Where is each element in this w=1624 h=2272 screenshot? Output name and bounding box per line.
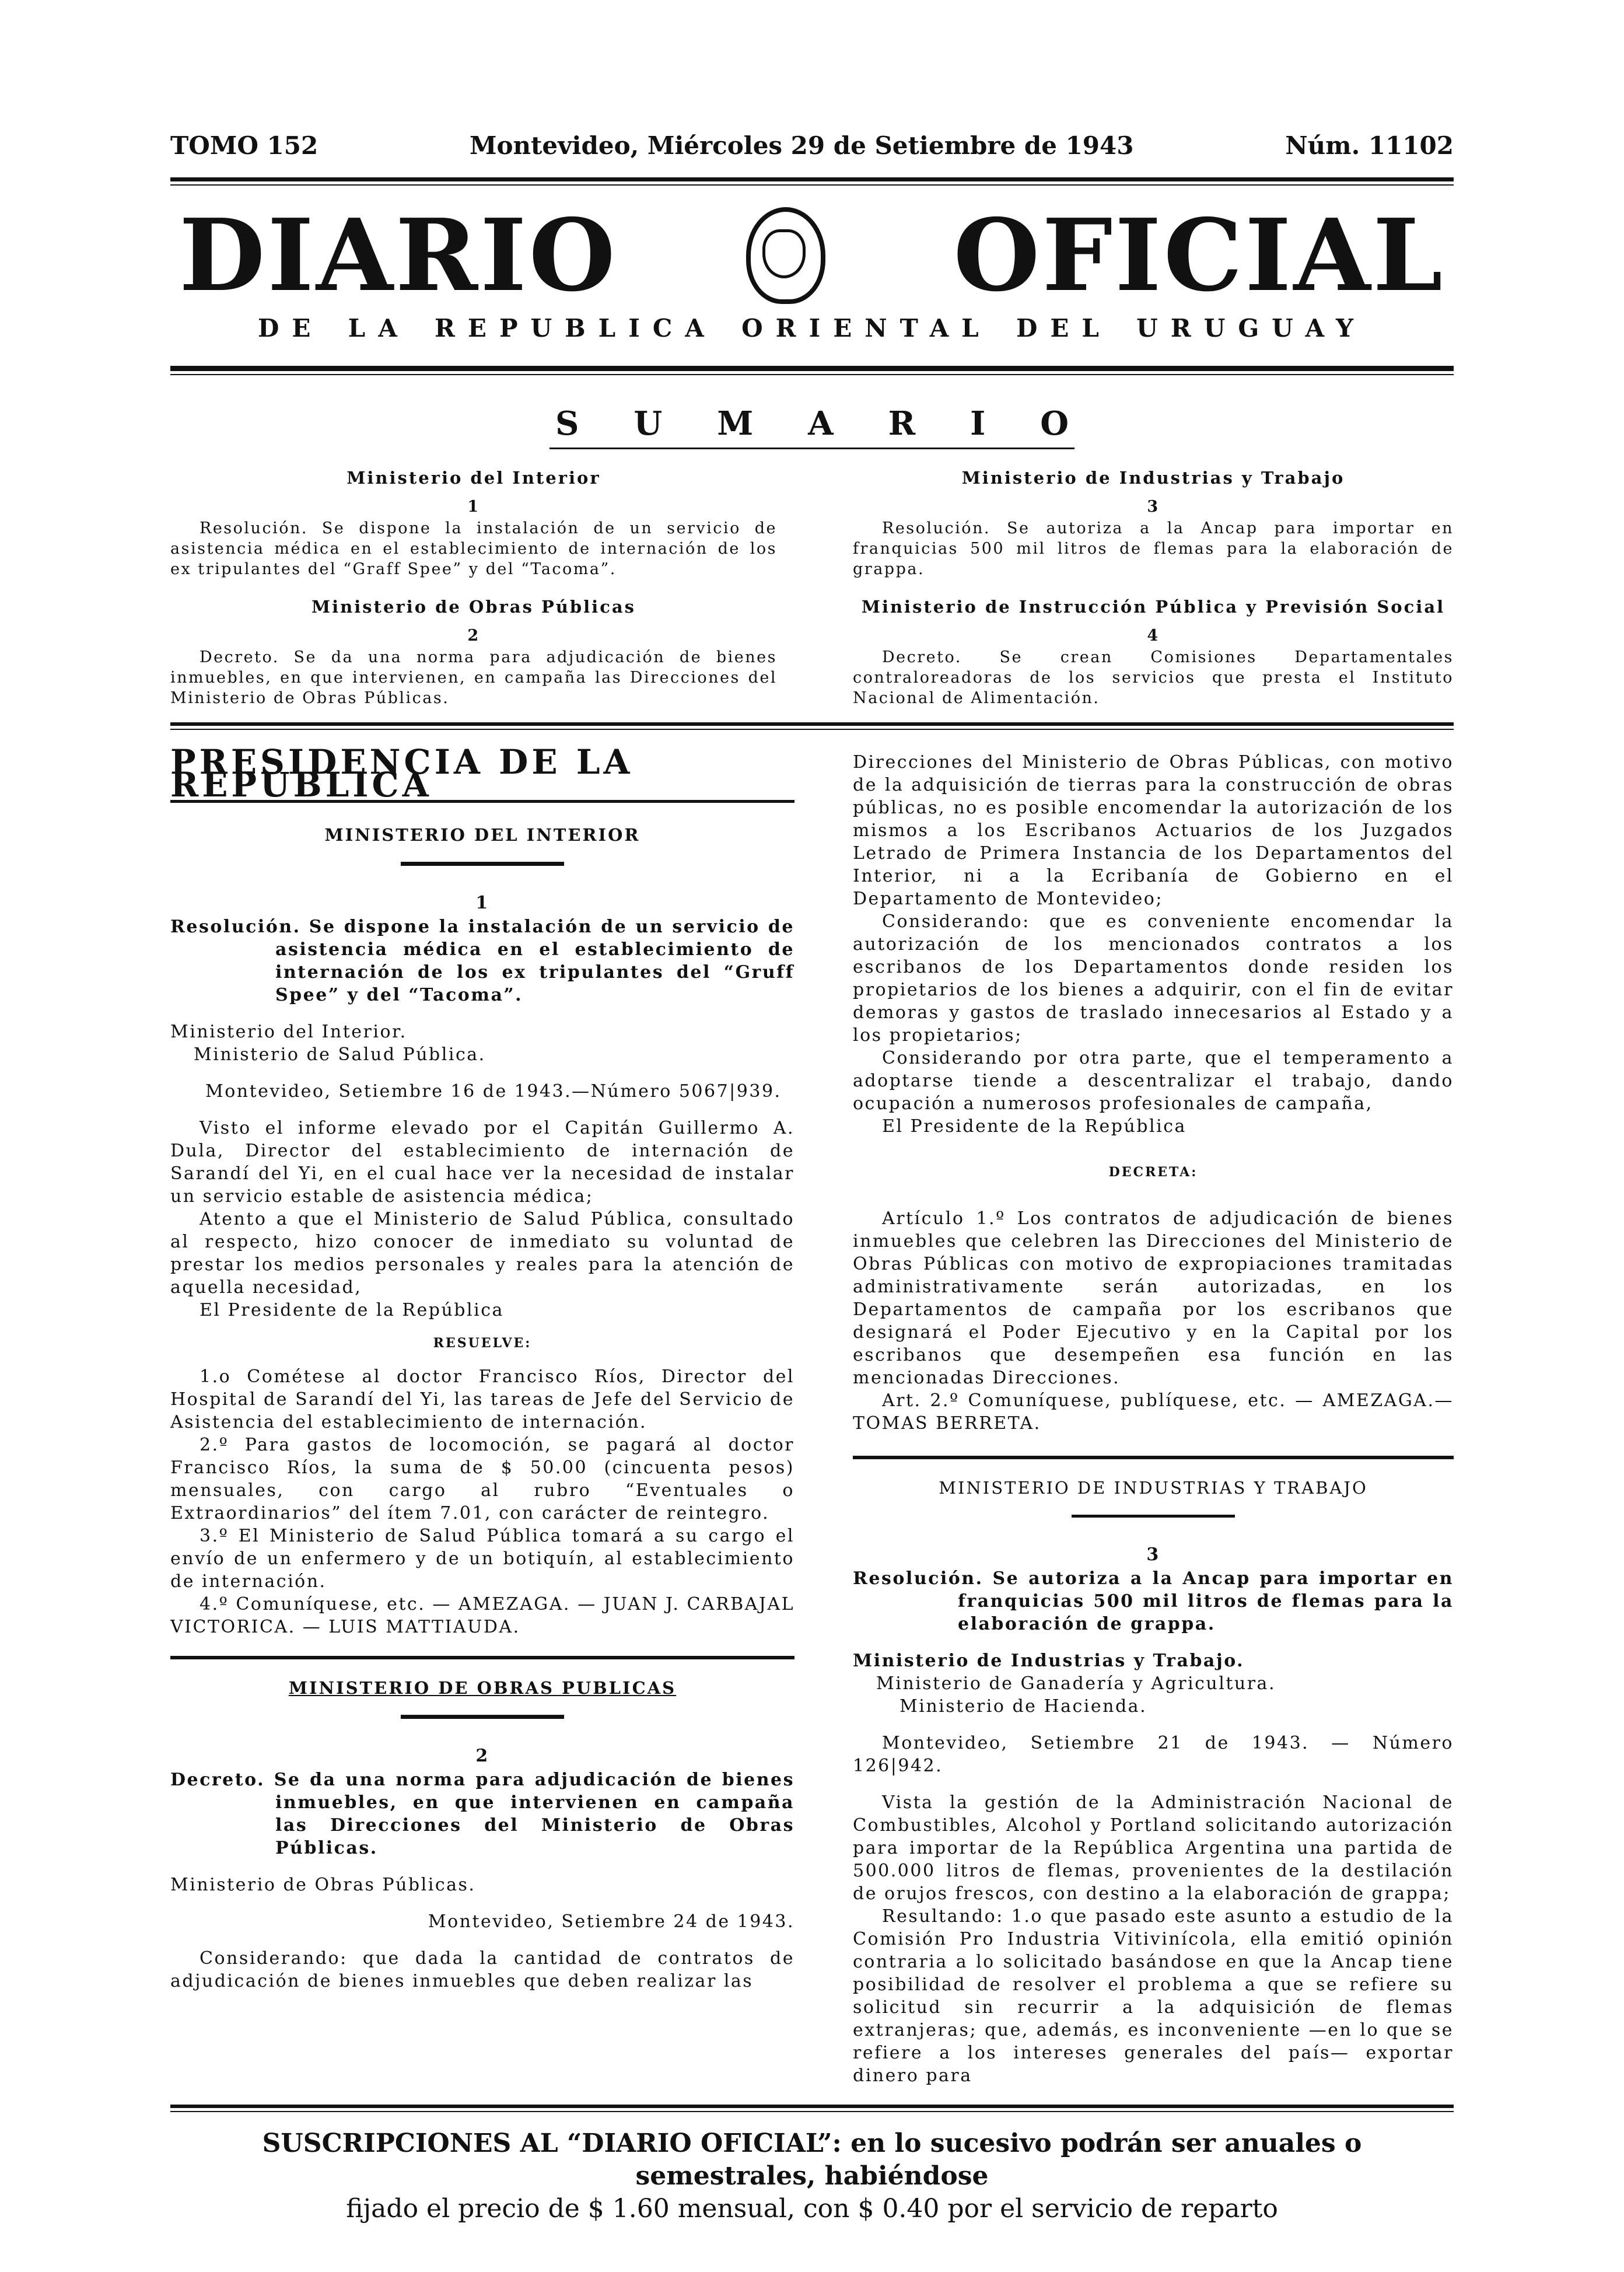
divider [170,366,1454,371]
sumario-letter: S [555,404,579,443]
issuer: Ministerio de Ganadería y Agricultura. [876,1673,1276,1694]
item-number: 1 [475,893,489,913]
paragraph: Visto el informe elevado por el Capitán Guillermo A. Dula, Director del establecimiento de internación de Sarandí del Yi, en el cual hace ver la necesidad de instalar un servicio estable de asistencia médica; [170,1118,794,1207]
decreta-heading: DECRETA: [1108,1165,1198,1180]
sumario-ministry: Ministerio de Industrias y Trabajo [961,468,1345,488]
paragraph: 3.º El Ministerio de Salud Pública tomará a su cargo el envío de un enfermero y de un botiquín, al establecimiento de internación. [170,1526,794,1592]
subtitle-word: URUGUAY [1136,314,1366,342]
item-summary: Resolución. Se autoriza a la Ancap para importar en franquicias 500 mil litros de flemas para la elaboración de grappa. [853,1568,1454,1634]
subtitle-word: DEL [1016,314,1112,342]
sumario-entry[interactable]: Decreto. Se da una norma para adjudicación de bienes inmuebles, en que intervienen, en campaña las Direcciones del Ministerio de Obras Públicas. [170,648,777,707]
masthead [179,197,1445,314]
divider [401,862,564,866]
divider [170,722,1454,726]
subtitle-word: DE [258,314,324,342]
paragraph: El Presidente de la República [200,1300,504,1320]
dateline: Montevideo, Setiembre 21 de 1943. — Número 126|942. [853,1733,1454,1776]
sumario-columns [170,461,1454,708]
ministry-heading: MINISTERIO DE INDUSTRIAS Y TRABAJO [939,1478,1368,1498]
sumario-left [170,461,777,708]
resuelve-heading: RESUELVE: [433,1336,532,1351]
masthead-title-left: DIARIO [179,197,618,314]
subscription-notice-line2: fijado el precio de $ 1.60 mensual, con $ 0.40 por el servicio de reparto [346,2194,1278,2224]
body-columns [170,742,1454,2087]
masthead-subtitle [258,314,1366,342]
divider [853,1456,1454,1459]
coat-of-arms-icon [746,207,825,304]
subtitle-word: REPUBLICA [435,314,717,342]
divider [170,184,1454,186]
sumario-title [555,404,1069,443]
subtitle-word: LA [348,314,410,342]
sumario-letter: M [717,404,754,443]
paragraph: 2.º Para gastos de locomoción, se pagará al doctor Francisco Ríos, la suma de $ 50.00 (cincuenta pesos) mensuales, con cargo al rubro “Eventuales o Extraordinarios” del ítem 7.01, con carácter de reintegro. [170,1435,794,1523]
sumario-ministry: Ministerio de Instrucción Pública y Previsión Social [861,597,1446,617]
divider [170,177,1454,181]
dateline: Montevideo, Setiembre 16 de 1943.—Número 5067|939. [205,1081,782,1102]
item-summary: Decreto. Se da una norma para adjudicación de bienes inmuebles, en que intervienen en campaña las Direcciones del Ministerio de Obras Públicas. [170,1770,794,1858]
divider [170,1656,794,1659]
signatures: 4.º Comuníquese, etc. — AMEZAGA. — JUAN J. CARBAJAL VICTORICA. — LUIS MATTIAUDA. [170,1594,794,1637]
item-number: 2 [475,1746,489,1766]
sumario-letter: I [970,404,986,443]
dateline: Montevideo, Setiembre 24 de 1943. [428,1911,794,1932]
subscription-notice-line1: SUSCRIPCIONES AL “DIARIO OFICIAL”: en lo sucesivo podrán ser anuales o semestrales, habiéndose [262,2128,1362,2191]
signatures: Art. 2.º Comuníquese, publíquese, etc. — AMEZAGA.— TOMAS BERRETA. [853,1390,1454,1434]
paragraph: Atento a que el Ministerio de Salud Pública, consultado al respecto, hizo conocer de inmediato su voluntad de prestar los medios personales y reales para la atención de aquella necesidad, [170,1209,794,1298]
divider [170,2111,1454,2112]
divider [550,448,1074,449]
ministry-heading: MINISTERIO DE OBRAS PUBLICAS [288,1678,677,1698]
sumario-ministry: Ministerio de Obras Públicas [312,597,636,617]
page [170,0,1454,2272]
divider [401,1715,564,1719]
volume-number: TOMO 152 [170,131,318,160]
sumario-letter: O [1040,404,1069,443]
sumario-number: 3 [1147,498,1160,516]
item-summary: Resolución. Se dispone la instalación de un servicio de asistencia médica en el establecimiento de internación de los ex tripulantes del “Gruff Spee” y del “Tacoma”. [170,917,794,1005]
sumario-entry[interactable]: Resolución. Se autoriza a la Ancap para importar en franquicias 500 mil litros de flemas para la elaboración de grappa. [853,519,1454,578]
left-column [170,742,794,1993]
right-column [853,751,1454,2087]
divider [1072,1515,1235,1518]
header [170,131,1454,160]
paragraph: Direcciones del Ministerio de Obras Públicas, con motivo de la adquisición de tierras para la construcción de obras públicas, no es posible encomendar la autorización de los mismos a los Escribanos Actuarios de los Juzgados Letrado de Primera Instancia de los Departamentos del Interior, ni a la Ecribanía de Gobierno en el Departamento de Montevideo; [853,752,1454,909]
divider [170,2105,1454,2108]
issuer: Ministerio del Interior. [170,1022,407,1042]
paragraph: Considerando: que es conveniente encomendar la autorización de los mencionados contratos a los escribanos de los Departamentos donde residen los propietarios de los bienes a adquirir, con el fin de evitar demoras y gastos de traslado innecesarios al Estado y a los propietarios; [853,911,1454,1046]
paragraph: Resultando: 1.o que pasado este asunto a estudio de la Comisión Pro Industria Vitivinícola, ella emitió opinión contraria a lo solicitado basándose en que la Ancap tiene posibilidad de resolver el problema a que se refiere su solicitud sin recurrir a la adquisición de flemas extranjeras; que, además, es inconveniente —en lo que se refiere a los intereses generales del país— exportar dinero para [853,1906,1454,2086]
divider [170,729,1454,730]
item-number: 3 [1146,1544,1160,1565]
masthead-title-right: OFICIAL [953,197,1445,314]
ministry-heading: MINISTERIO DEL INTERIOR [324,825,640,845]
issue-date: Montevideo, Miércoles 29 de Setiembre de 1943 [469,131,1134,160]
sumario-number: 1 [467,498,480,516]
sumario-letter: A [808,404,834,443]
sumario-entry[interactable]: Resolución. Se dispone la instalación de un servicio de asistencia médica en el establecimiento de internación de los ex tripulantes del “Graff Spee” y del “Tacoma”. [170,519,777,578]
issuer: Ministerio de Obras Públicas. [170,1875,476,1895]
divider [170,374,1454,375]
sumario-number: 2 [467,627,480,645]
paragraph: El Presidente de la República [882,1116,1186,1137]
paragraph: Vista la gestión de la Administración Nacional de Combustibles, Alcohol y Portland solicitando autorización para importar de la República Argentina una partida de 500.000 litros de flemas, provenientes de la destilación de orujos frescos, con destino a la elaboración de grappa; [853,1792,1454,1904]
issuer: Ministerio de Industrias y Trabajo. [853,1651,1245,1671]
issuer: Ministerio de Hacienda. [900,1696,1147,1717]
issuer: Ministerio de Salud Pública. [194,1044,486,1065]
paragraph: Artículo 1.º Los contratos de adjudicación de bienes inmuebles que celebren las Direcciones del Ministerio de Obras Públicas con motivo de expropiaciones tramitadas administrativamente serán autorizadas, en los Departamentos de campaña por los escribanos que designará el Poder Ejecutivo y en la Capital por los escribanos que desempeñen esa función en las mencionadas Direcciones. [853,1208,1454,1388]
sumario-letter: U [634,404,663,443]
sumario-number: 4 [1147,627,1160,645]
sumario-entry[interactable]: Decreto. Se crean Comisiones Departamentales contraloreadoras de los servicios que presta el Instituto Nacional de Alimentación. [853,648,1454,707]
sumario-right [853,461,1454,708]
issue-number: Núm. 11102 [1285,131,1454,160]
section-title: PRESIDENCIA DE LA REPUBLICA [170,751,794,803]
paragraph: 1.o Cométese al doctor Francisco Ríos, Director del Hospital de Sarandí del Yi, las tareas de Jefe del Servicio de Asistencia del establecimiento de internación. [170,1366,794,1432]
paragraph: Considerando por otra parte, que el temperamento a adoptarse tiende a descentralizar el trabajo, dando ocupación a numerosos profesionales de campaña, [853,1048,1454,1114]
sumario-ministry: Ministerio del Interior [346,468,601,488]
subtitle-word: ORIENTAL [741,314,992,342]
sumario-letter: R [888,404,916,443]
paragraph: Considerando: que dada la cantidad de contratos de adjudicación de bienes inmuebles que deben realizar las [170,1948,794,1991]
